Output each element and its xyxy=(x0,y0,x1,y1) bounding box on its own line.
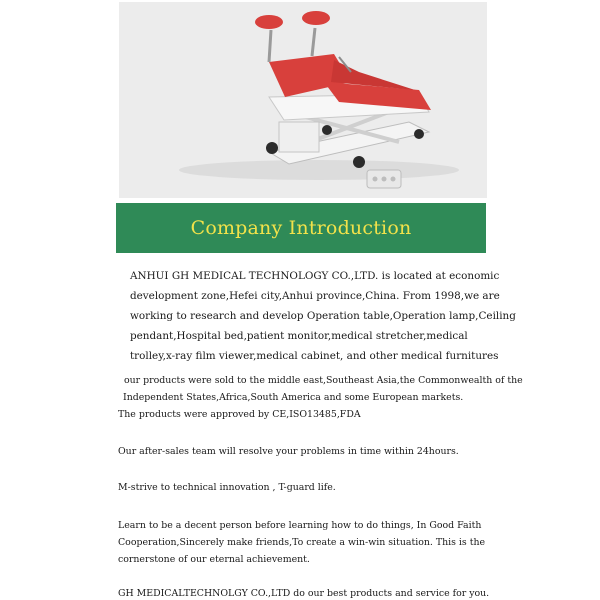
markets-line: Independent States,Africa,South America and some European markets. xyxy=(123,392,464,403)
intro-line: ANHUI GH MEDICAL TECHNOLOGY CO.,LTD. is located at economic xyxy=(130,270,500,282)
section-title: Company Introduction xyxy=(190,217,412,239)
certification-line: The products were approved by CE,ISO13485,FDA xyxy=(118,409,361,420)
philosophy-line: cornerstone of our eternal achievement. xyxy=(118,554,310,565)
markets-line: our products were sold to the middle east,Southeast Asia,the Commonwealth of the xyxy=(124,375,523,386)
motto-text: M-strive to technical innovation , T-guard life. xyxy=(118,482,336,493)
product-photo xyxy=(119,2,487,198)
closing-text: GH MEDICALTECHNOLGY CO.,LTD do our best products and service for you. xyxy=(118,588,490,599)
philosophy-line: Learn to be a decent person before learning how to do things, In Good Faith xyxy=(118,520,482,531)
intro-line: trolley,x-ray film viewer,medical cabinet, and other medical furnitures xyxy=(130,350,499,362)
gynecology-table-illustration xyxy=(119,2,487,198)
intro-line: pendant,Hospital bed,patient monitor,medical stretcher,medical xyxy=(130,330,468,342)
philosophy-line: Cooperation,Sincerely make friends,To create a win-win situation. This is the xyxy=(118,537,486,548)
section-banner xyxy=(116,203,486,253)
after-sales-text: Our after-sales team will resolve your problems in time within 24hours. xyxy=(118,446,459,457)
intro-line: development zone,Hefei city,Anhui province,China. From 1998,we are xyxy=(130,290,500,302)
markets-paragraph xyxy=(118,372,523,423)
intro-line: working to research and develop Operation table,Operation lamp,Ceiling xyxy=(130,310,516,322)
intro-paragraph xyxy=(130,266,516,366)
philosophy-paragraph xyxy=(118,517,485,568)
